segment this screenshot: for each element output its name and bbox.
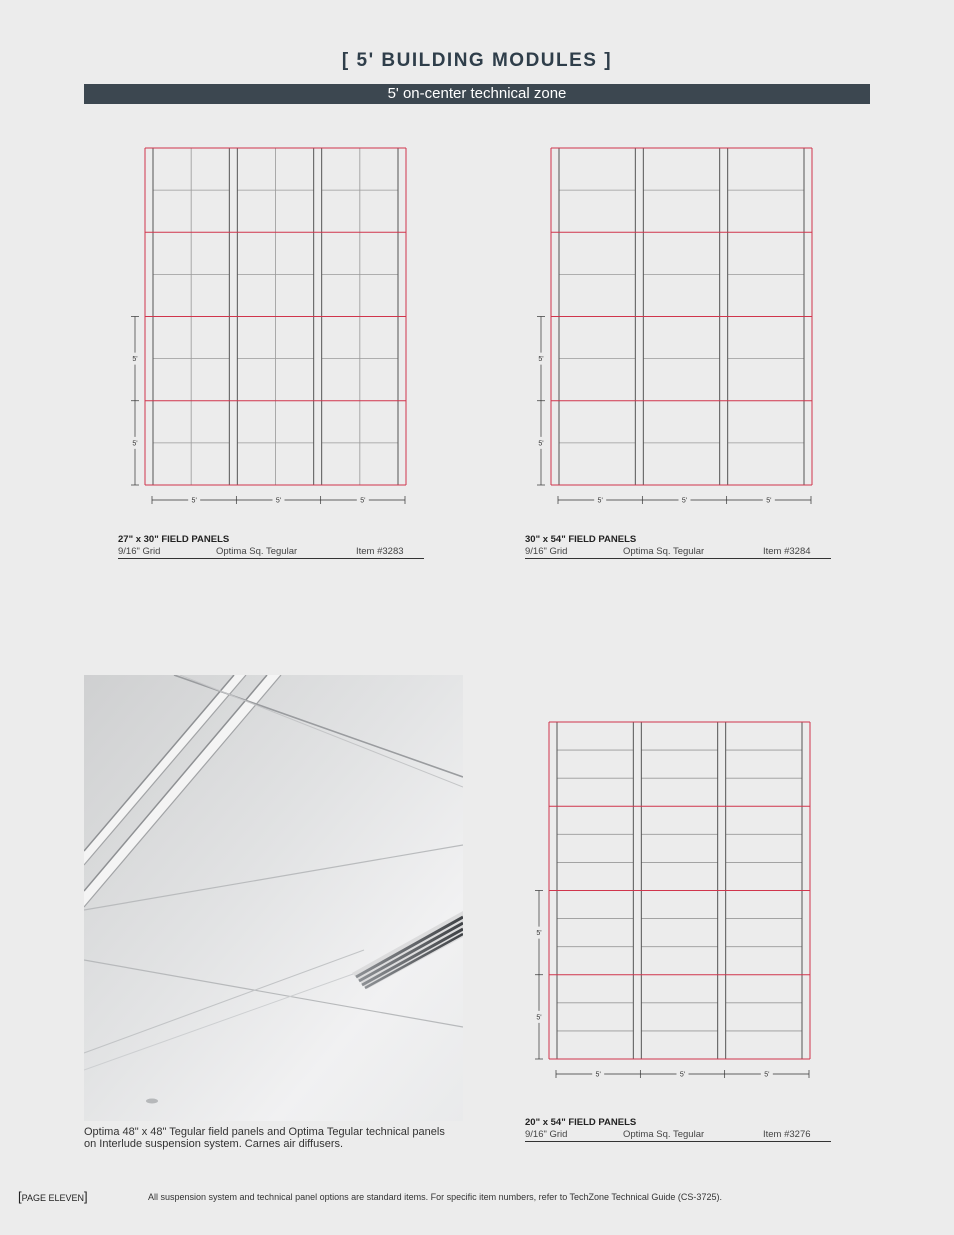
dimension-label: 5' <box>681 497 688 505</box>
panel-spec: Optima Sq. Tegular <box>623 546 705 557</box>
dimension-label: 5' <box>275 497 282 505</box>
dimension-label: 5' <box>536 930 542 938</box>
dimension-label: 5' <box>360 497 366 505</box>
ceiling-layout-diagram-27x30 <box>130 145 420 515</box>
section-banner: 5' on-center technical zone <box>84 84 870 104</box>
item-number: Item #3283 <box>356 546 404 557</box>
layout-caption-27x30 <box>118 534 424 559</box>
dimension-label: 5' <box>191 497 197 505</box>
layout-caption-20x54 <box>525 1117 831 1142</box>
dimension-label: 5' <box>132 440 138 448</box>
layout-spec-row <box>525 1129 831 1142</box>
dimension-label: 5' <box>538 356 544 364</box>
grid-spec: 9/16" Grid <box>525 546 568 557</box>
grid-spec: 9/16" Grid <box>118 546 161 557</box>
grid-spec: 9/16" Grid <box>525 1129 568 1140</box>
page-number-label: PAGE ELEVEN <box>21 1193 84 1203</box>
dimension-label: 5' <box>679 1071 686 1079</box>
layout-spec-row <box>525 546 831 559</box>
dimension-label: 5' <box>538 440 544 448</box>
item-number: Item #3276 <box>763 1129 811 1140</box>
ceiling-photo-image <box>84 675 463 1121</box>
ceiling-layout-diagram-30x54 <box>536 145 826 515</box>
page-number: [PAGE ELEVEN] <box>18 1189 88 1204</box>
dimension-label: 5' <box>132 356 138 364</box>
photo-caption: Optima 48" x 48" Tegular field panels and Optima Tegular technical panels on Interlude suspension system. Carnes air diffusers. <box>84 1126 445 1150</box>
layout-caption-30x54 <box>525 534 831 559</box>
dimension-label: 5' <box>766 497 772 505</box>
page-title: [ 5' BUILDING MODULES ] <box>341 50 613 71</box>
layout-heading: 27" x 30" FIELD PANELS <box>118 534 230 545</box>
layout-heading: 30" x 54" FIELD PANELS <box>525 534 637 545</box>
dimension-label: 5' <box>595 1071 601 1079</box>
item-number: Item #3284 <box>763 546 811 557</box>
footer-note: All suspension system and technical panel options are standard items. For specific item numbers, refer to TechZone Technical Guide (CS-3725). <box>148 1192 722 1202</box>
ceiling-layout-diagram-20x54 <box>534 719 824 1089</box>
layout-heading: 20" x 54" FIELD PANELS <box>525 1117 637 1128</box>
panel-spec: Optima Sq. Tegular <box>623 1129 705 1140</box>
panel-spec: Optima Sq. Tegular <box>216 546 298 557</box>
dimension-label: 5' <box>597 497 603 505</box>
dimension-label: 5' <box>536 1014 542 1022</box>
layout-spec-row <box>118 546 424 559</box>
ceiling-photo <box>84 675 463 1121</box>
dimension-label: 5' <box>764 1071 770 1079</box>
